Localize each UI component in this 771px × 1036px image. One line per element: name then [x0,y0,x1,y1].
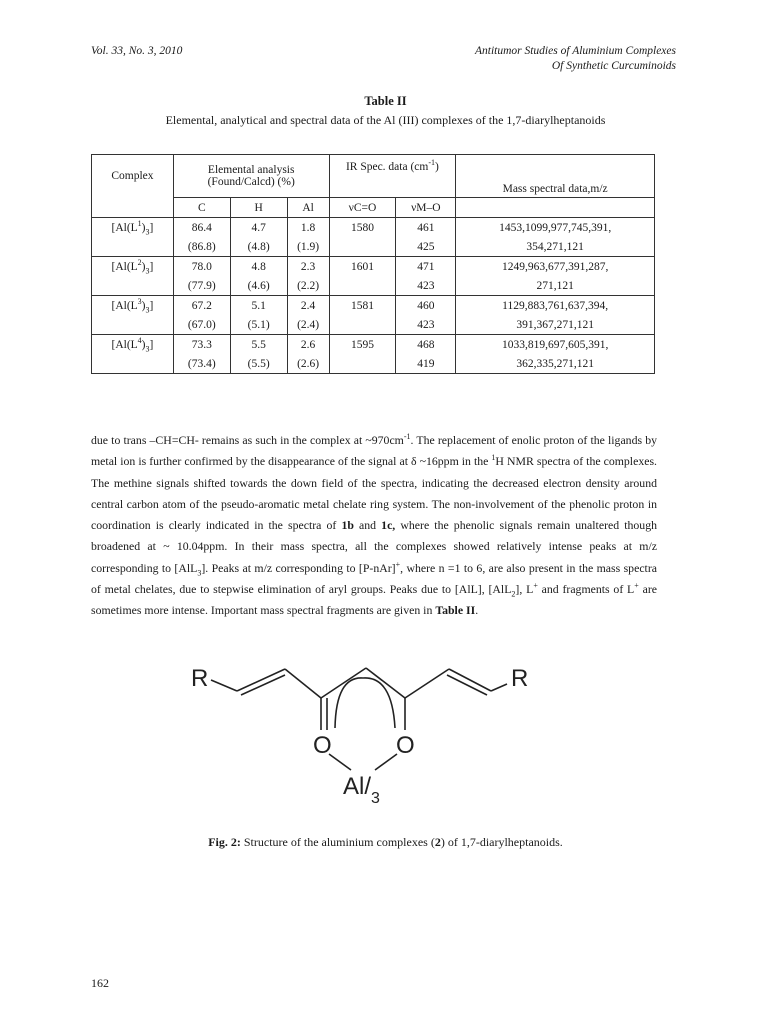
cell-mass2: 362,335,271,121 [456,354,655,374]
header-ir: IR Spec. data $(cm^{-1})$ [329,155,456,180]
cell-al-found: 2.3 [287,257,329,277]
cell-mass2: 354,271,121 [456,237,655,257]
running-header-right [475,44,676,74]
cell-complex-blank [92,315,174,335]
cell-h-calc: (4.6) [230,276,287,296]
cell-mass2: 391,367,271,121 [456,315,655,335]
cell-vmo2: 425 [396,237,456,257]
cell-c-found: 86.4 [173,218,230,238]
cell-vco-blank [329,315,396,335]
r-left-label: R [191,665,209,692]
header-elemental-line1: Elemental analysis [207,164,295,176]
cell-c-found: 78.0 [173,257,230,277]
cell-al-calc: (2.2) [287,276,329,296]
cell-h-found: 4.7 [230,218,287,238]
cell-al-calc: (2.4) [287,315,329,335]
header-ir-spacer [329,179,456,198]
header-vmo: νM–O [396,198,456,218]
cell-mass2: 271,121 [456,276,655,296]
cell-al-found: 1.8 [287,218,329,238]
cell-al-found: 2.4 [287,296,329,316]
header-h: H [230,198,287,218]
header-elemental [173,155,329,198]
table-title: Table II [364,94,407,108]
running-header-left: Vol. 33, No. 3, 2010 [91,45,183,57]
cell-complex: $[Al(L^3)_3]$ [92,296,174,316]
cell-complex: $[Al(L^2)_3]$ [92,257,174,277]
aluminium-label: $Al/_3$ [343,773,380,807]
cell-vmo2: 423 [396,315,456,335]
cell-mass1: 1249,963,677,391,287, [456,257,655,277]
cell-mass1: 1033,819,697,605,391, [456,335,655,355]
cell-al-found: 2.6 [287,335,329,355]
cell-vco-blank [329,354,396,374]
cell-vmo1: 471 [396,257,456,277]
oxygen-left-label: O [313,732,332,759]
cell-vmo1: 460 [396,296,456,316]
cell-vco: 1580 [329,218,396,238]
page-number: 162 [91,976,109,990]
cell-c-calc: (67.0) [173,315,230,335]
cell-c-found: 73.3 [173,335,230,355]
cell-vco: 1601 [329,257,396,277]
cell-al-calc: (2.6) [287,354,329,374]
header-mass: Mass spectral data,m/z [456,155,655,198]
cell-complex-blank [92,276,174,296]
cell-mass1: 1453,1099,977,745,391, [456,218,655,238]
header-complex: Complex [92,155,174,198]
skeleton-bonds [211,668,507,770]
cell-h-found: 4.8 [230,257,287,277]
header-al: Al [287,198,329,218]
cell-h-calc: (5.1) [230,315,287,335]
cell-c-calc: (86.8) [173,237,230,257]
cell-complex: $[Al(L^1)_3]$ [92,218,174,238]
header-elemental-line2: (Found/Calcd) (%) [207,176,295,188]
cell-h-found: 5.1 [230,296,287,316]
oxygen-right-label: O [396,732,415,759]
cell-c-calc: (73.4) [173,354,230,374]
cell-vmo1: 468 [396,335,456,355]
cell-complex-blank [92,354,174,374]
cell-vco: 1581 [329,296,396,316]
cell-complex-blank [92,237,174,257]
running-header-right-line2: Of Synthetic Curcuminoids [551,60,676,72]
header-mass-blank [456,198,655,218]
cell-c-found: 67.2 [173,296,230,316]
aluminium-complex-structure-diagram [191,658,551,808]
header-blank [92,198,174,218]
body-paragraph: due to trans –CH=CH- remains as such in the complex at $\sim 970cm^{-1}$. The replacement of enolic proton of the ligands by metal ion is further confirmed by the disappearance of the signal at δ ~16ppm in the $^1$H NMR spectra of the complexes. The methine signals shifted towards the down field of the spectra, indicating the decreased electron density around central carbon atom of the pseudo-aromatic metal chelate ring system. The non-involvement of the phenolic proton in coordination is clearly indicated in the spectra of 1b and 1c, where the phenolic signals remain unaltered though broadened at ~ 10.04ppm. In their mass spectra, all the complexes showed relatively intense peaks at m/z corresponding to [AlL$_3$]. Peaks at m/z corresponding to [P-nAr]+, where n =1 to 6, are also present in the mass spectra of metal chelates, due to stepwise elimination of aryl groups. Peaks due to [AlL], [AlL$_2$], L+ and fragments of L+ are sometimes more intense. Important mass spectral fragments are given in Table II. [91,432,658,618]
header-c: C [173,198,230,218]
cell-vmo1: 461 [396,218,456,238]
cell-vco-blank [329,237,396,257]
cell-c-calc: (77.9) [173,276,230,296]
r-right-label: R [511,665,529,692]
cell-vco: 1595 [329,335,396,355]
cell-vmo2: 423 [396,276,456,296]
cell-al-calc: (1.9) [287,237,329,257]
cell-h-found: 5.5 [230,335,287,355]
header-vco: νC=O [329,198,396,218]
cell-vco-blank [329,276,396,296]
complexes-data-table [91,154,655,374]
cell-mass1: 1129,883,761,637,394, [456,296,655,316]
table-caption: Elemental, analytical and spectral data of the Al (III) complexes of the 1,7-diarylheptanoids [165,113,606,127]
cell-complex: $[Al(L^4)_3]$ [92,335,174,355]
cell-h-calc: (4.8) [230,237,287,257]
figure-caption: Fig. 2: Structure of the aluminium complexes (2) of 1,7-diarylheptanoids. [208,835,563,849]
cell-h-calc: (5.5) [230,354,287,374]
cell-vmo2: 419 [396,354,456,374]
running-header-right-line1: Antitumor Studies of Aluminium Complexes [474,45,676,57]
